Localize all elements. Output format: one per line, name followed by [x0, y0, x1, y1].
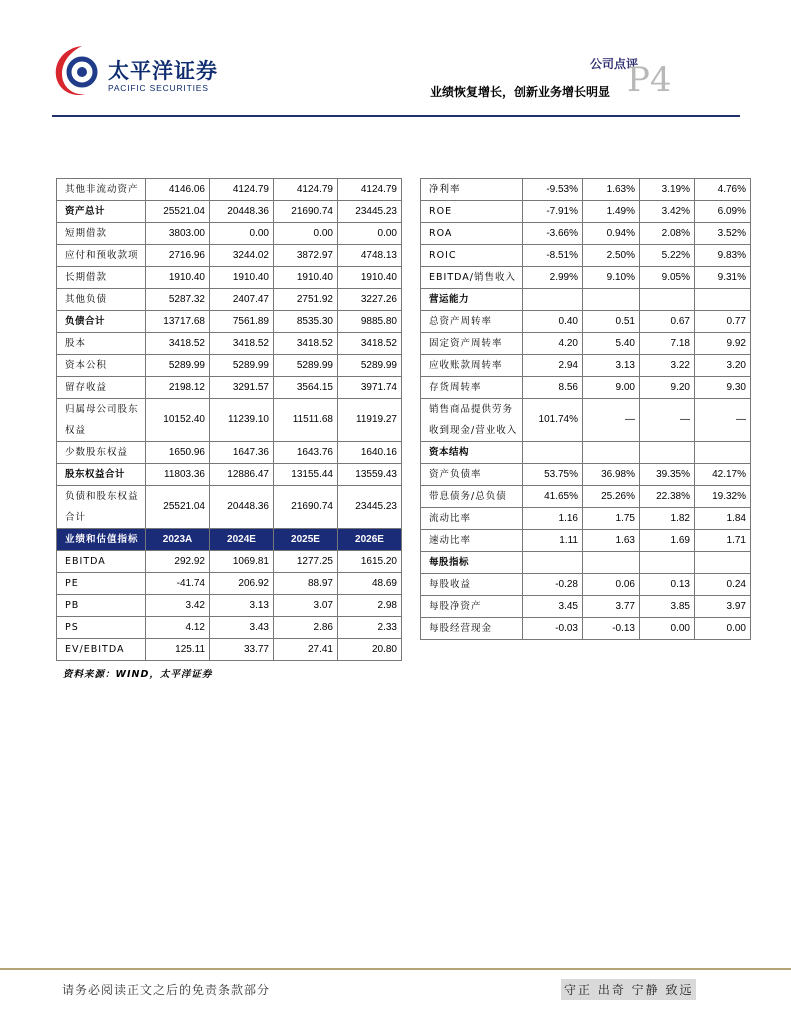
value-cell: 3.20 [695, 355, 751, 377]
value-cell: 3.19% [640, 179, 695, 201]
year-header-cell: 2026E [338, 529, 402, 551]
value-cell: 206.92 [210, 573, 274, 595]
value-cell [583, 442, 640, 464]
logo-emblem-icon [52, 40, 106, 100]
value-cell: — [695, 399, 751, 442]
value-cell: 20.80 [338, 639, 402, 661]
value-cell: 0.00 [695, 618, 751, 640]
value-cell: 5289.99 [274, 355, 338, 377]
value-cell: 3.52% [695, 223, 751, 245]
left-table-row [57, 311, 402, 333]
value-cell: 11919.27 [338, 399, 402, 442]
value-cell: 125.11 [146, 639, 210, 661]
value-cell: -0.03 [523, 618, 583, 640]
value-cell: 3418.52 [146, 333, 210, 355]
value-cell: 1910.40 [338, 267, 402, 289]
value-cell: 0.00 [274, 223, 338, 245]
value-cell: 4124.79 [210, 179, 274, 201]
header-divider [52, 115, 740, 117]
value-cell [523, 289, 583, 311]
left-table-row [57, 355, 402, 377]
value-cell: 3.13 [583, 355, 640, 377]
value-cell: 2.08% [640, 223, 695, 245]
value-cell: 48.69 [338, 573, 402, 595]
value-cell: 0.67 [640, 311, 695, 333]
value-cell: 1.16 [523, 508, 583, 530]
footer-disclaimer: 请务必阅读正文之后的免责条款部分 [62, 983, 271, 997]
value-cell: 22.38% [640, 486, 695, 508]
value-cell [583, 289, 640, 311]
left-table-row [57, 551, 402, 573]
value-cell: 13717.68 [146, 311, 210, 333]
row-label: 流动比率 [421, 508, 523, 530]
value-cell: 0.40 [523, 311, 583, 333]
value-cell: 3803.00 [146, 223, 210, 245]
value-cell [640, 442, 695, 464]
left-table-row [57, 333, 402, 355]
logo-company-cn: 太平洋证券 [108, 59, 218, 83]
value-cell: 5.22% [640, 245, 695, 267]
value-cell [640, 289, 695, 311]
value-cell: 3.22 [640, 355, 695, 377]
row-label: 带息债务/总负债 [421, 486, 523, 508]
value-cell: 9.83% [695, 245, 751, 267]
row-label: ROA [421, 223, 523, 245]
value-cell: 27.41 [274, 639, 338, 661]
row-label: 每股经营现金 [421, 618, 523, 640]
year-header-cell: 2023A [146, 529, 210, 551]
left-table-row [57, 245, 402, 267]
balance-sheet-valuation-table [56, 178, 402, 661]
value-cell: -7.91% [523, 201, 583, 223]
row-label: EBITDA [57, 551, 146, 573]
value-cell: 7561.89 [210, 311, 274, 333]
value-cell [523, 552, 583, 574]
value-cell: 1640.16 [338, 442, 402, 464]
value-cell: 6.09% [695, 201, 751, 223]
value-cell: 9.92 [695, 333, 751, 355]
value-cell: 4.20 [523, 333, 583, 355]
row-label: 总资产周转率 [421, 311, 523, 333]
left-table-row [57, 639, 402, 661]
value-cell: 1910.40 [210, 267, 274, 289]
right-table-row [421, 442, 751, 464]
row-label: 股东权益合计 [57, 464, 146, 486]
value-cell: 11239.10 [210, 399, 274, 442]
value-cell [695, 442, 751, 464]
left-table-header-row [57, 529, 402, 551]
value-cell: 1.71 [695, 530, 751, 552]
value-cell: 20448.36 [210, 486, 274, 529]
right-table-row [421, 486, 751, 508]
value-cell: 292.92 [146, 551, 210, 573]
right-table-row [421, 223, 751, 245]
value-cell [583, 552, 640, 574]
right-table-row [421, 355, 751, 377]
value-cell: -41.74 [146, 573, 210, 595]
value-cell: -0.13 [583, 618, 640, 640]
row-label: PB [57, 595, 146, 617]
value-cell: 1.11 [523, 530, 583, 552]
value-cell: 3244.02 [210, 245, 274, 267]
value-cell: -9.53% [523, 179, 583, 201]
row-label: 资产负债率 [421, 464, 523, 486]
left-table-row [57, 595, 402, 617]
value-cell: 8535.30 [274, 311, 338, 333]
value-cell: 3.07 [274, 595, 338, 617]
value-cell: 2.33 [338, 617, 402, 639]
row-label: 其他负债 [57, 289, 146, 311]
row-label: 每股指标 [421, 552, 523, 574]
report-type: 公司点评 [589, 57, 638, 71]
value-cell: 3.77 [583, 596, 640, 618]
value-cell: 4.76% [695, 179, 751, 201]
row-label: 固定资产周转率 [421, 333, 523, 355]
row-label: ROIC [421, 245, 523, 267]
value-cell: 23445.23 [338, 201, 402, 223]
value-cell: 4.12 [146, 617, 210, 639]
value-cell: 2.86 [274, 617, 338, 639]
right-table-row [421, 289, 751, 311]
value-cell: 3418.52 [210, 333, 274, 355]
value-cell: 9.30 [695, 377, 751, 399]
row-label: 净利率 [421, 179, 523, 201]
year-header-cell: 2025E [274, 529, 338, 551]
page-number: P4 [627, 60, 672, 100]
row-label: EBITDA/销售收入 [421, 267, 523, 289]
value-cell: 3.85 [640, 596, 695, 618]
value-cell: 0.24 [695, 574, 751, 596]
value-cell: 25.26% [583, 486, 640, 508]
value-cell: 5289.99 [210, 355, 274, 377]
value-cell: 1069.81 [210, 551, 274, 573]
row-label: ROE [421, 201, 523, 223]
value-cell: 10152.40 [146, 399, 210, 442]
value-cell: 3418.52 [338, 333, 402, 355]
value-cell: 5289.99 [338, 355, 402, 377]
source-note: 资料来源：WIND，太平洋证券 [63, 669, 213, 680]
value-cell: 88.97 [274, 573, 338, 595]
value-cell: 1.49% [583, 201, 640, 223]
report-title: 业绩恢复增长，创新业务增长明显 [429, 85, 610, 99]
left-table-row [57, 442, 402, 464]
value-cell: 19.32% [695, 486, 751, 508]
value-cell: 2.94 [523, 355, 583, 377]
logo-company-en: PACIFIC SECURITIES [108, 83, 209, 93]
value-cell: 12886.47 [210, 464, 274, 486]
value-cell: 1643.76 [274, 442, 338, 464]
row-label: PE [57, 573, 146, 595]
value-cell: 9885.80 [338, 311, 402, 333]
row-label: 资本结构 [421, 442, 523, 464]
value-cell: 5.40 [583, 333, 640, 355]
value-cell: 3872.97 [274, 245, 338, 267]
row-label: 少数股东权益 [57, 442, 146, 464]
right-table-row [421, 508, 751, 530]
value-cell: 1615.20 [338, 551, 402, 573]
value-cell: — [640, 399, 695, 442]
value-cell: 0.13 [640, 574, 695, 596]
value-cell: 11803.36 [146, 464, 210, 486]
row-label: 速动比率 [421, 530, 523, 552]
value-cell: 9.20 [640, 377, 695, 399]
right-table-row [421, 245, 751, 267]
right-table-row [421, 596, 751, 618]
value-cell: 3291.57 [210, 377, 274, 399]
value-cell: 25521.04 [146, 486, 210, 529]
value-cell: 1910.40 [274, 267, 338, 289]
right-table-row [421, 201, 751, 223]
value-cell: 2407.47 [210, 289, 274, 311]
left-table-row [57, 486, 402, 529]
value-cell: 1910.40 [146, 267, 210, 289]
value-cell: 5289.99 [146, 355, 210, 377]
value-cell: 2751.92 [274, 289, 338, 311]
row-label: 负债和股东权益合计 [57, 486, 146, 529]
value-cell: 21690.74 [274, 201, 338, 223]
value-cell: 23445.23 [338, 486, 402, 529]
value-cell: 33.77 [210, 639, 274, 661]
left-table-row [57, 179, 402, 201]
value-cell: 11511.68 [274, 399, 338, 442]
right-table-row [421, 267, 751, 289]
left-table-row [57, 289, 402, 311]
row-label: 资本公积 [57, 355, 146, 377]
right-table-row [421, 377, 751, 399]
value-cell: 21690.74 [274, 486, 338, 529]
financial-ratios-table [420, 178, 751, 640]
value-cell: 36.98% [583, 464, 640, 486]
row-label: 资产总计 [57, 201, 146, 223]
value-cell: 1.63 [583, 530, 640, 552]
value-cell: 9.31% [695, 267, 751, 289]
value-cell [695, 552, 751, 574]
value-cell: 7.18 [640, 333, 695, 355]
value-cell: 0.00 [338, 223, 402, 245]
value-cell: 41.65% [523, 486, 583, 508]
value-cell: 1277.25 [274, 551, 338, 573]
row-label: 长期借款 [57, 267, 146, 289]
value-cell: 9.10% [583, 267, 640, 289]
value-cell: 13155.44 [274, 464, 338, 486]
left-table-row [57, 573, 402, 595]
value-cell: 4124.79 [274, 179, 338, 201]
value-cell: 0.77 [695, 311, 751, 333]
left-table-row [57, 617, 402, 639]
value-cell: 4124.79 [338, 179, 402, 201]
value-cell: 4748.13 [338, 245, 402, 267]
footer-divider [0, 968, 791, 970]
left-table-row [57, 399, 402, 442]
value-cell: 39.35% [640, 464, 695, 486]
right-table-row [421, 552, 751, 574]
value-cell: 9.00 [583, 377, 640, 399]
value-cell: 2.99% [523, 267, 583, 289]
value-cell: 3.45 [523, 596, 583, 618]
value-cell: 3418.52 [274, 333, 338, 355]
value-cell: 3227.26 [338, 289, 402, 311]
left-table-row [57, 464, 402, 486]
value-cell: 2.98 [338, 595, 402, 617]
value-cell: 4146.06 [146, 179, 210, 201]
right-table-row [421, 333, 751, 355]
row-label: 营运能力 [421, 289, 523, 311]
value-cell: 3.97 [695, 596, 751, 618]
right-table-row [421, 179, 751, 201]
right-table-row [421, 618, 751, 640]
row-label: EV/EBITDA [57, 639, 146, 661]
company-logo [52, 40, 218, 106]
row-label: 留存收益 [57, 377, 146, 399]
value-cell: 5287.32 [146, 289, 210, 311]
value-cell: 9.05% [640, 267, 695, 289]
row-label: 应付和预收款项 [57, 245, 146, 267]
value-cell: 0.51 [583, 311, 640, 333]
value-cell [523, 442, 583, 464]
row-label: 短期借款 [57, 223, 146, 245]
value-cell: -3.66% [523, 223, 583, 245]
value-cell [695, 289, 751, 311]
row-label: PS [57, 617, 146, 639]
row-label: 每股收益 [421, 574, 523, 596]
row-label: 业绩和估值指标 [57, 529, 146, 551]
value-cell: 3.42 [146, 595, 210, 617]
value-cell: 101.74% [523, 399, 583, 442]
right-table-row [421, 574, 751, 596]
row-label: 销售商品提供劳务收到现金/营业收入 [421, 399, 523, 442]
value-cell: 2716.96 [146, 245, 210, 267]
value-cell: 20448.36 [210, 201, 274, 223]
row-label: 存货周转率 [421, 377, 523, 399]
row-label: 其他非流动资产 [57, 179, 146, 201]
value-cell: 2.50% [583, 245, 640, 267]
row-label: 归属母公司股东权益 [57, 399, 146, 442]
value-cell: 1.75 [583, 508, 640, 530]
footer-motto: 守正 出奇 宁静 致远 [561, 979, 696, 1000]
left-table-row [57, 267, 402, 289]
right-table-row [421, 311, 751, 333]
right-table-row [421, 530, 751, 552]
left-table-row [57, 223, 402, 245]
value-cell: 53.75% [523, 464, 583, 486]
value-cell: 13559.43 [338, 464, 402, 486]
row-label: 股本 [57, 333, 146, 355]
year-header-cell: 2024E [210, 529, 274, 551]
value-cell: 1647.36 [210, 442, 274, 464]
value-cell: 1650.96 [146, 442, 210, 464]
row-label: 每股净资产 [421, 596, 523, 618]
value-cell: -0.28 [523, 574, 583, 596]
value-cell: 0.00 [210, 223, 274, 245]
value-cell: 1.84 [695, 508, 751, 530]
row-label: 应收账款周转率 [421, 355, 523, 377]
row-label: 负债合计 [57, 311, 146, 333]
value-cell [640, 552, 695, 574]
left-table-row [57, 377, 402, 399]
value-cell: 1.69 [640, 530, 695, 552]
value-cell: 0.00 [640, 618, 695, 640]
value-cell: 3.42% [640, 201, 695, 223]
left-table-row [57, 201, 402, 223]
value-cell: — [583, 399, 640, 442]
right-table-row [421, 399, 751, 442]
value-cell: 3971.74 [338, 377, 402, 399]
value-cell: 8.56 [523, 377, 583, 399]
value-cell: 1.63% [583, 179, 640, 201]
value-cell: 3564.15 [274, 377, 338, 399]
value-cell: 3.43 [210, 617, 274, 639]
right-table-row [421, 464, 751, 486]
value-cell: 42.17% [695, 464, 751, 486]
value-cell: 0.06 [583, 574, 640, 596]
value-cell: 2198.12 [146, 377, 210, 399]
value-cell: 0.94% [583, 223, 640, 245]
value-cell: 1.82 [640, 508, 695, 530]
value-cell: 3.13 [210, 595, 274, 617]
value-cell: -8.51% [523, 245, 583, 267]
value-cell: 25521.04 [146, 201, 210, 223]
